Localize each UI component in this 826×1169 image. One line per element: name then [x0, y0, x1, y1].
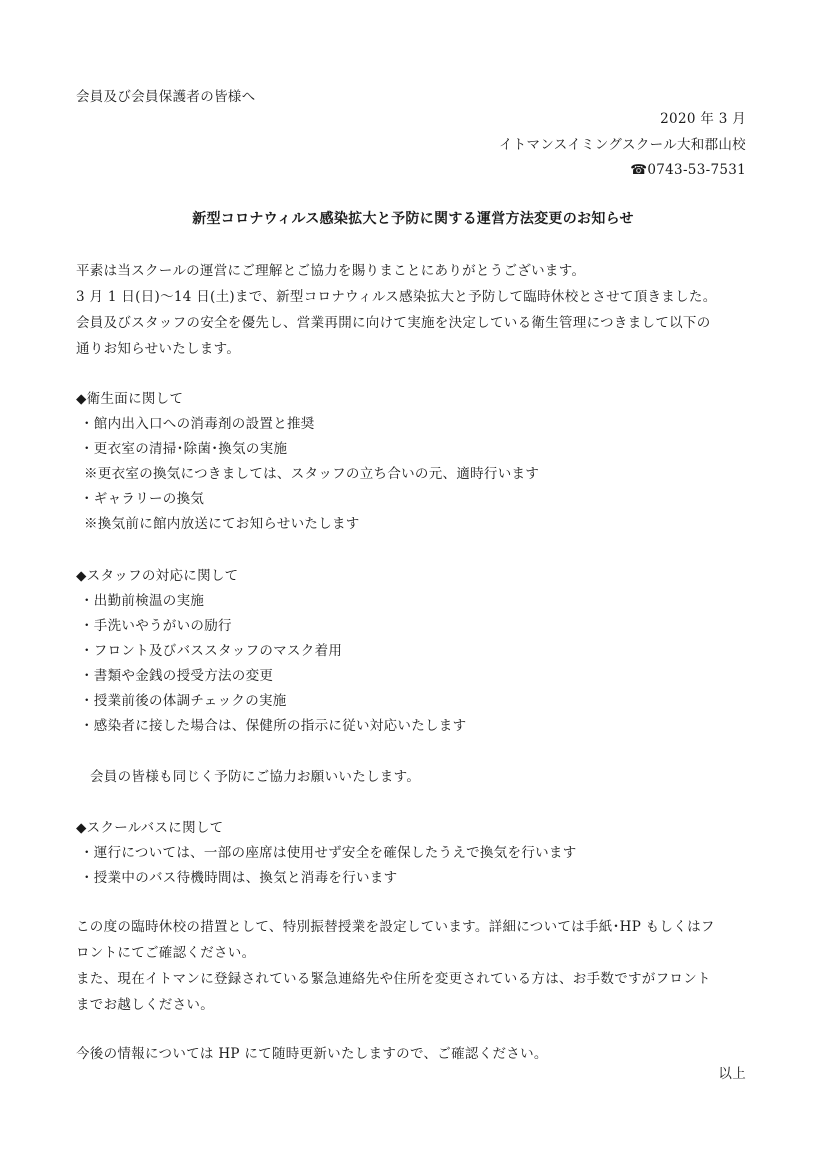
list-note: ※更衣室の換気につきましては、スタッフの立ち合いの元、適時行います: [84, 466, 540, 482]
date: 2020 年 3 月: [660, 111, 746, 127]
closing-line-1: この度の臨時休校の措置として、特別振替授業を設定しています。詳細については手紙･HP もしくはフ: [76, 919, 715, 935]
list-item: ・館内出入口への消毒剤の設置と推奨: [80, 416, 315, 432]
notice-title: 新型コロナウィルス感染拡大と予防に関する運営方法変更のお知らせ: [192, 211, 634, 227]
section-heading-hygiene: ◆衛生面に関して: [76, 391, 184, 407]
list-item: ・手洗いやうがいの励行: [80, 618, 232, 634]
final-note: 今後の情報については HP にて随時更新いたしますので、ご確認ください。: [76, 1046, 548, 1062]
closing-line-2: ロントにてご確認ください。: [76, 945, 256, 961]
list-item: ・授業中のバス待機時間は、換気と消毒を行います: [80, 870, 398, 886]
list-note: ※換気前に館内放送にてお知らせいたします: [84, 516, 360, 532]
intro-line-2: 3 月 1 日(日)～14 日(土)まで、新型コロナウィルス感染拡大と予防して臨時休校とさせて頂きました。: [76, 289, 717, 305]
addressee: 会員及び会員保護者の皆様へ: [76, 89, 256, 105]
list-item: ・更衣室の清掃･除菌･換気の実施: [80, 441, 288, 457]
list-item: ・書類や金銭の授受方法の変更: [80, 668, 274, 684]
intro-line-4: 通りお知らせいたします。: [76, 341, 241, 357]
sender-name: イトマンスイミングスクール大和郡山校: [498, 137, 746, 153]
list-item: ・運行については、一部の座席は使用せず安全を確保したうえで換気を行います: [80, 845, 577, 861]
sender-phone: ☎0743-53-7531: [630, 162, 746, 178]
section-heading-staff: ◆スタッフの対応に関して: [76, 568, 239, 584]
list-item: ・感染者に接した場合は、保健所の指示に従い対応いたします: [80, 718, 467, 734]
section-heading-bus: ◆スクールバスに関して: [76, 820, 224, 836]
closing-line-4: までお越しください。: [76, 997, 214, 1013]
cooperation-request: 会員の皆様も同じく予防にご協力お願いいたします。: [90, 769, 421, 785]
intro-line-1: 平素は当スクールの運営にご理解とご協力を賜りまことにありがとうございます。: [76, 263, 586, 279]
list-item: ・授業前後の体調チェックの実施: [80, 693, 287, 709]
intro-line-3: 会員及びスタッフの安全を優先し、営業再開に向けて実施を決定している衛生管理につきまして以下の: [76, 315, 711, 331]
closing-line-3: また、現在イトマンに登録されている緊急連絡先や住所を変更されている方は、お手数ですがフロント: [76, 971, 711, 987]
end-mark: 以上: [718, 1066, 746, 1082]
list-item: ・フロント及びバススタッフのマスク着用: [80, 643, 343, 659]
list-item: ・ギャラリーの換気: [80, 491, 205, 507]
list-item: ・出勤前検温の実施: [80, 593, 205, 609]
